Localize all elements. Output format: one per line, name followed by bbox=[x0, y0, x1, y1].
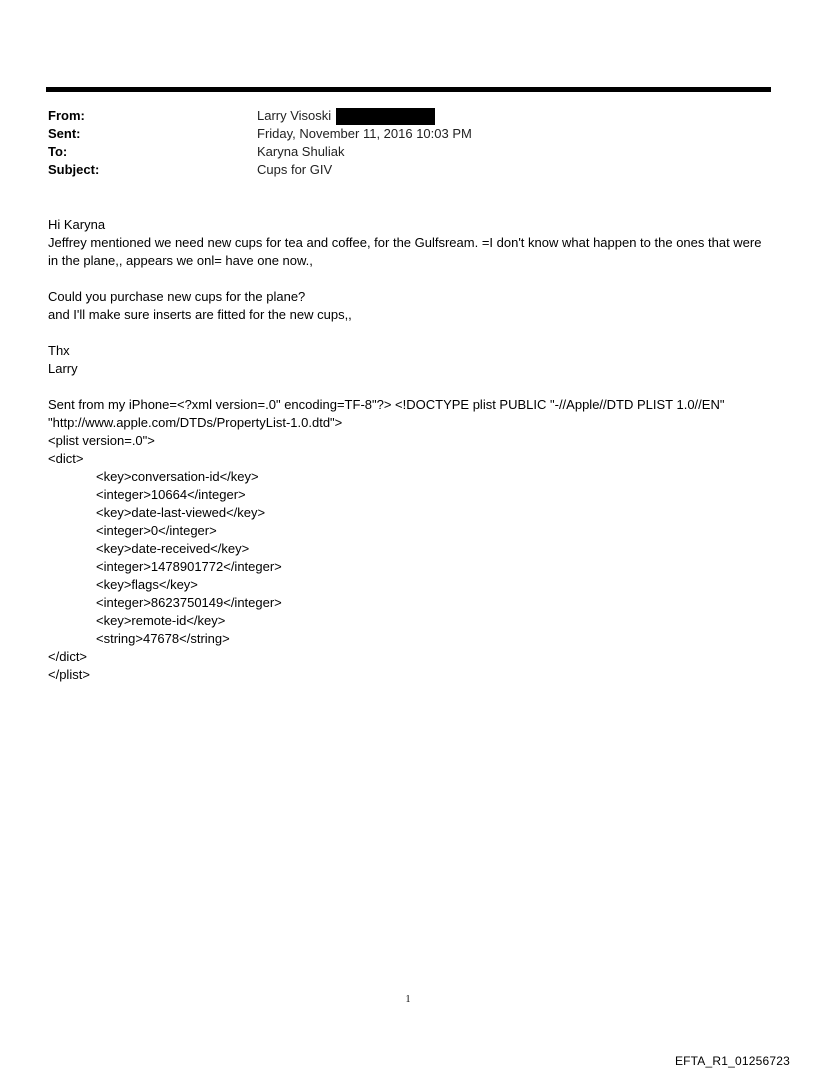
dict-open: <dict> bbox=[48, 451, 84, 466]
email-body bbox=[48, 216, 773, 684]
plist-close: </plist> bbox=[48, 667, 90, 682]
thanks-line: Thx bbox=[48, 343, 70, 358]
dict-line: <integer>0</integer> bbox=[96, 523, 217, 538]
redaction-box bbox=[336, 108, 435, 125]
dict-line: <string>47678</string> bbox=[96, 631, 230, 646]
dict-line: <key>date-last-viewed</key> bbox=[96, 505, 266, 520]
email-header bbox=[48, 107, 768, 179]
body-paragraph: Jeffrey mentioned we need new cups for tea and coffee, for the Gulfsream. =I don't know what happen to the ones that were in the plane,, appears we onl= have one now., bbox=[48, 235, 766, 268]
dict-line: <key>remote-id</key> bbox=[96, 613, 226, 628]
request-line: Could you purchase new cups for the plane? bbox=[48, 289, 306, 304]
to-row bbox=[48, 143, 768, 161]
subject-row bbox=[48, 161, 768, 179]
sent-value: Friday, November 11, 2016 10:03 PM bbox=[257, 126, 472, 141]
plist-open: <plist version=.0"> bbox=[48, 433, 155, 448]
page-number: 1 bbox=[405, 994, 411, 1005]
subject-value: Cups for GIV bbox=[257, 162, 333, 177]
dict-line: <integer>1478901772</integer> bbox=[96, 559, 282, 574]
inserts-line: and I'll make sure inserts are fitted for the new cups,, bbox=[48, 307, 352, 322]
dict-close: </dict> bbox=[48, 649, 88, 664]
dict-line: <integer>8623750149</integer> bbox=[96, 595, 282, 610]
to-label: To: bbox=[48, 144, 68, 159]
from-name: Larry Visoski bbox=[257, 108, 332, 123]
sent-row bbox=[48, 125, 768, 143]
header-divider bbox=[46, 87, 771, 92]
dict-line: <key>date-received</key> bbox=[96, 541, 250, 556]
subject-label: Subject: bbox=[48, 162, 100, 177]
from-value bbox=[257, 107, 435, 125]
dict-line: <integer>10664</integer> bbox=[96, 487, 246, 502]
spacer bbox=[48, 324, 773, 342]
dict-line: <key>conversation-id</key> bbox=[96, 469, 259, 484]
to-value: Karyna Shuliak bbox=[257, 144, 345, 159]
from-row bbox=[48, 107, 768, 125]
greeting: Hi Karyna bbox=[48, 217, 106, 232]
document-id: EFTA_R1_01256723 bbox=[674, 1054, 790, 1068]
from-label: From: bbox=[48, 108, 85, 123]
signature: Larry bbox=[48, 361, 78, 376]
sent-label: Sent: bbox=[48, 126, 81, 141]
sent-from-line: Sent from my iPhone=<?xml version=.0" encoding=TF-8"?> <!DOCTYPE plist PUBLIC "-//Apple//DTD PLIST 1.0//EN" "http://www.apple.com/DTDs/PropertyList-1.0.dtd"> bbox=[48, 397, 729, 430]
dict-line: <key>flags</key> bbox=[96, 577, 198, 592]
spacer bbox=[48, 270, 773, 288]
spacer bbox=[48, 378, 773, 396]
